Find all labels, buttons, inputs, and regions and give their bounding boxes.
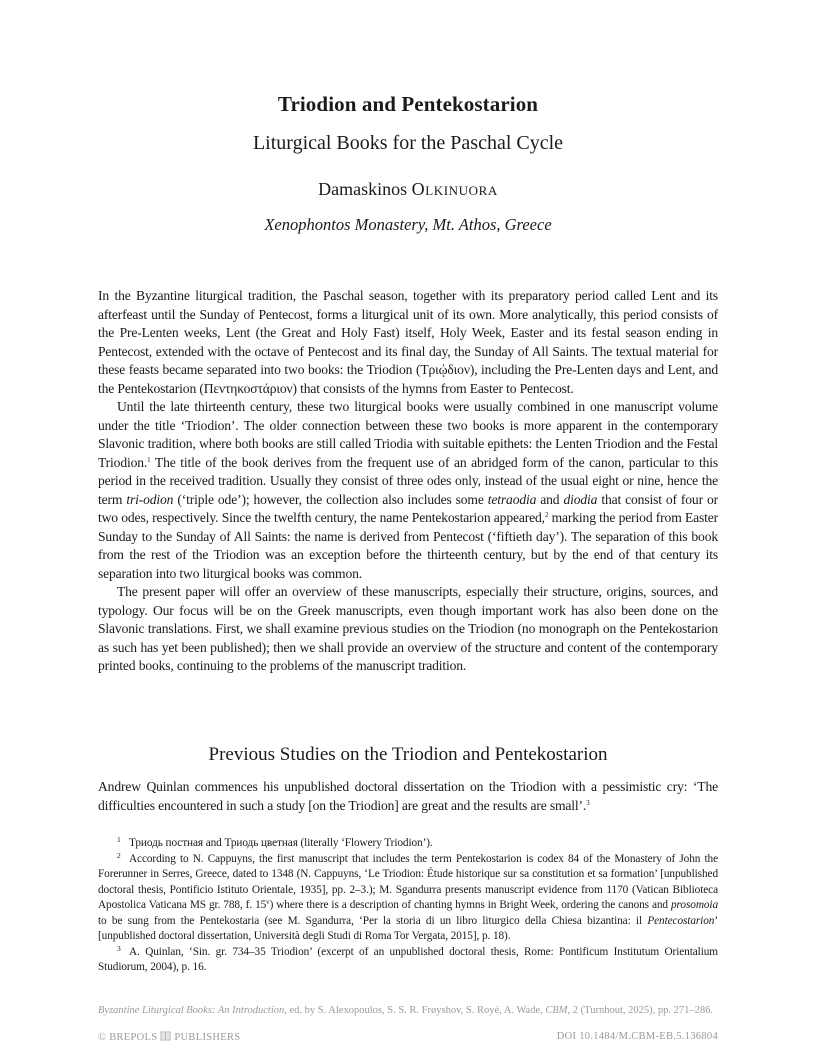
paper-subtitle: Liturgical Books for the Paschal Cycle xyxy=(252,132,564,154)
section-heading: Previous Studies on the Triodion and Pentekostarion xyxy=(208,744,608,765)
doi-label[interactable]: DOI 10.1484/M.CBM-EB.5.136804 xyxy=(556,1031,718,1042)
intro-paragraph-3: The present paper will offer an overview of these manuscripts, especially their structure, origins, sources, and typology. Our focus will be on the Greek manuscripts, even though important work has also been done on the Slavonic translations. First, we shall examine previous studies on the Triodion (no monograph on the Pentekostarion as such has yet been published); then we shall provide an overview of the structure and content of the contemporary printed books, continuing to the problems of the manuscript tradition. xyxy=(98,584,718,673)
author-affiliation: Xenophontos Monastery, Mt. Athos, Greece xyxy=(264,215,552,234)
section-body xyxy=(98,777,718,815)
brepols-logo-icon xyxy=(160,1031,171,1044)
author-name xyxy=(98,179,718,200)
citation-footer: Byzantine Liturgical Books: An Introduction, ed. by S. Alexopoulos, S. S. R. Frøyshov, S. Royé, A. Wade, CBM, 2 (Turnhout, 2025), pp. 271–286. xyxy=(98,1005,713,1016)
author-last-name: Olkinuora xyxy=(411,179,498,199)
publisher-mark: © BREPOLS PUBLISHERS xyxy=(98,1032,241,1043)
intro-body xyxy=(98,287,718,676)
footnote-2: 2 According to N. Cappuyns, the first manuscript that includes the term Pentekostarion is codex 84 of the Monastery of John the Forerunner in Serres, Greece, dated to 1348 (N. Cappuyns, ‘Le Triodion: Étude historique sur sa constitution et sa formation’ [unpublished doctoral thesis, Pontificio Istituto Orientale, 1935], pp. 2–3.); M. Sgandurra presents manuscript evidence from 1170 (Vatican Biblioteca Apostolica Vaticana MS gr. 788, f. 15$^v$) where there is a description of chanting hymns in Bright Week, ordering the canons and prosomoia to be sung from the Pentekostaria (see M. Sgandurra, ‘Per la storia di un libro liturgico della Chiesa bizantina: il Pentecostarion’ [unpublished doctoral dissertation, Università degli Studi di Roma Tor Vergata, 2015], p. 18). xyxy=(98,850,719,942)
footnote-1: 1 Триодь постная and Триодь цветная (literally ‘Flowery Triodion’). xyxy=(117,835,433,849)
footnote-ref-1[interactable]: 1 xyxy=(147,455,151,464)
footnote-ref-3[interactable]: 3 xyxy=(586,799,590,807)
footnote-3: 3 A. Quinlan, ‘Sin. gr. 734–35 Triodion’ (excerpt of an unpublished doctoral thesis, Rome: Pontificum Institutum Orientalium Studiorum, 2004), p. 16. xyxy=(98,943,718,973)
intro-paragraph-2: Until the late thirteenth century, these two liturgical books were usually combined in one manuscript volume under the title ‘Triodion’. The older connection between these two books is more apparent in the contemporary Slavonic tradition, where both books are still called Triodia with suitable epithets: the Lenten Triodion and the Festal Triodion.$^1$ The title of the book derives from the frequent use of an abridged form of the canon, particular to this period in the received tradition. Usually they consist of three odes only, instead of the usual eight or nine, hence the term tri-odion (‘triple ode’); however, the collection also includes some tetraodia and diodia that consist of four or two odes, respectively. Since the twelfth century, the name Pentekostarion appeared,$^2$ marking the period from Easter Sunday to the Sunday of All Saints: the name is derived from Pentecost (‘fiftieth day’). The separation of this book from the rest of the Triodion was an exception before the thirteenth century, but by the end of that century its separation into two liturgical books was common. xyxy=(98,399,719,581)
author-first-name: Damaskinos xyxy=(318,179,408,199)
footnote-ref-2[interactable]: 2 xyxy=(544,511,549,519)
section-paragraph-1: Andrew Quinlan commences his unpublished doctoral dissertation on the Triodion with a pessimistic cry: ‘The difficulties encountered in such a study [on the Triodion] are great and the results are small’.$^3$ xyxy=(98,779,718,813)
paper-title: Triodion and Pentekostarion xyxy=(277,92,539,116)
footnotes xyxy=(98,836,718,976)
intro-paragraph-1: In the Byzantine liturgical tradition, the Paschal season, together with its preparatory period called Lent and its afterfeast until the Sunday of Pentecost, forms a liturgical unit of its own. More analytically, this period consists of the Pre-Lenten weeks, Lent (the Great and Holy Fast) itself, Holy Week, Easter and its festal season ending in Pentecost, extended with the octave of Pentecost and its final day, the Sunday of All Saints. The textual material for these feasts became separated into two books: the Triodion (Τριῴδιον), including the Pre-Lenten days and Lent, and the Pentekostarion (Πεντηκοστάριον) that consists of the hymns from Easter to Pentecost. xyxy=(98,288,718,396)
publisher-footer xyxy=(98,1031,718,1044)
